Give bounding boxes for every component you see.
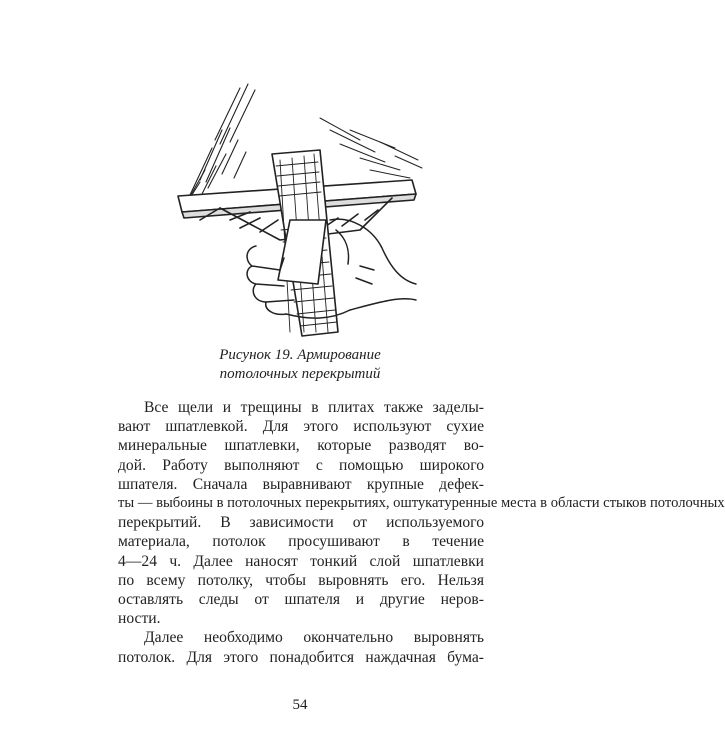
figure-caption xyxy=(0,346,600,384)
caption-line-2: потолочных перекрытий xyxy=(219,366,381,382)
text-line: Далее необходимо окончательно выровнять xyxy=(144,629,484,647)
ceiling-reinforcement-illustration xyxy=(160,70,440,350)
text-line: вают шпатлевкой. Для этого используют сухие xyxy=(118,418,484,436)
text-line: по всему потолку, чтобы выровнять его. Нельзя xyxy=(118,571,484,589)
text-line: потолок. Для этого понадобится наждачная бума- xyxy=(118,648,484,666)
text-line: дой. Работу выполняют с помощью широкого xyxy=(118,456,484,474)
body-text xyxy=(118,398,725,667)
text-line: минеральные шпатлевки, которые разводят во- xyxy=(118,437,484,455)
text-line: Все щели и трещины в плитах также заделы- xyxy=(144,399,484,416)
text-line: материала, потолок просушивают в течение xyxy=(118,533,484,551)
text-line: шпателя. Сначала выравнивают крупные дефек- xyxy=(118,475,484,493)
text-line: 4—24 ч. Далее наносят тонкий слой шпатлевки xyxy=(118,552,484,570)
text-line: ты — выбоины в потолочных перекрытиях, оштукатуренные места в области стыков потолочных xyxy=(118,495,725,512)
ceiling-hatching xyxy=(188,84,255,202)
text-line: оставлять следы от шпателя и другие неров- xyxy=(118,591,484,609)
text-line: перекрытий. В зависимости от используемого xyxy=(118,514,484,532)
ceiling-hatching-right xyxy=(320,118,422,178)
page-number: 54 xyxy=(292,697,308,713)
caption-line-1: Рисунок 19. Армирование xyxy=(219,347,381,363)
text-line: ности. xyxy=(118,610,161,628)
